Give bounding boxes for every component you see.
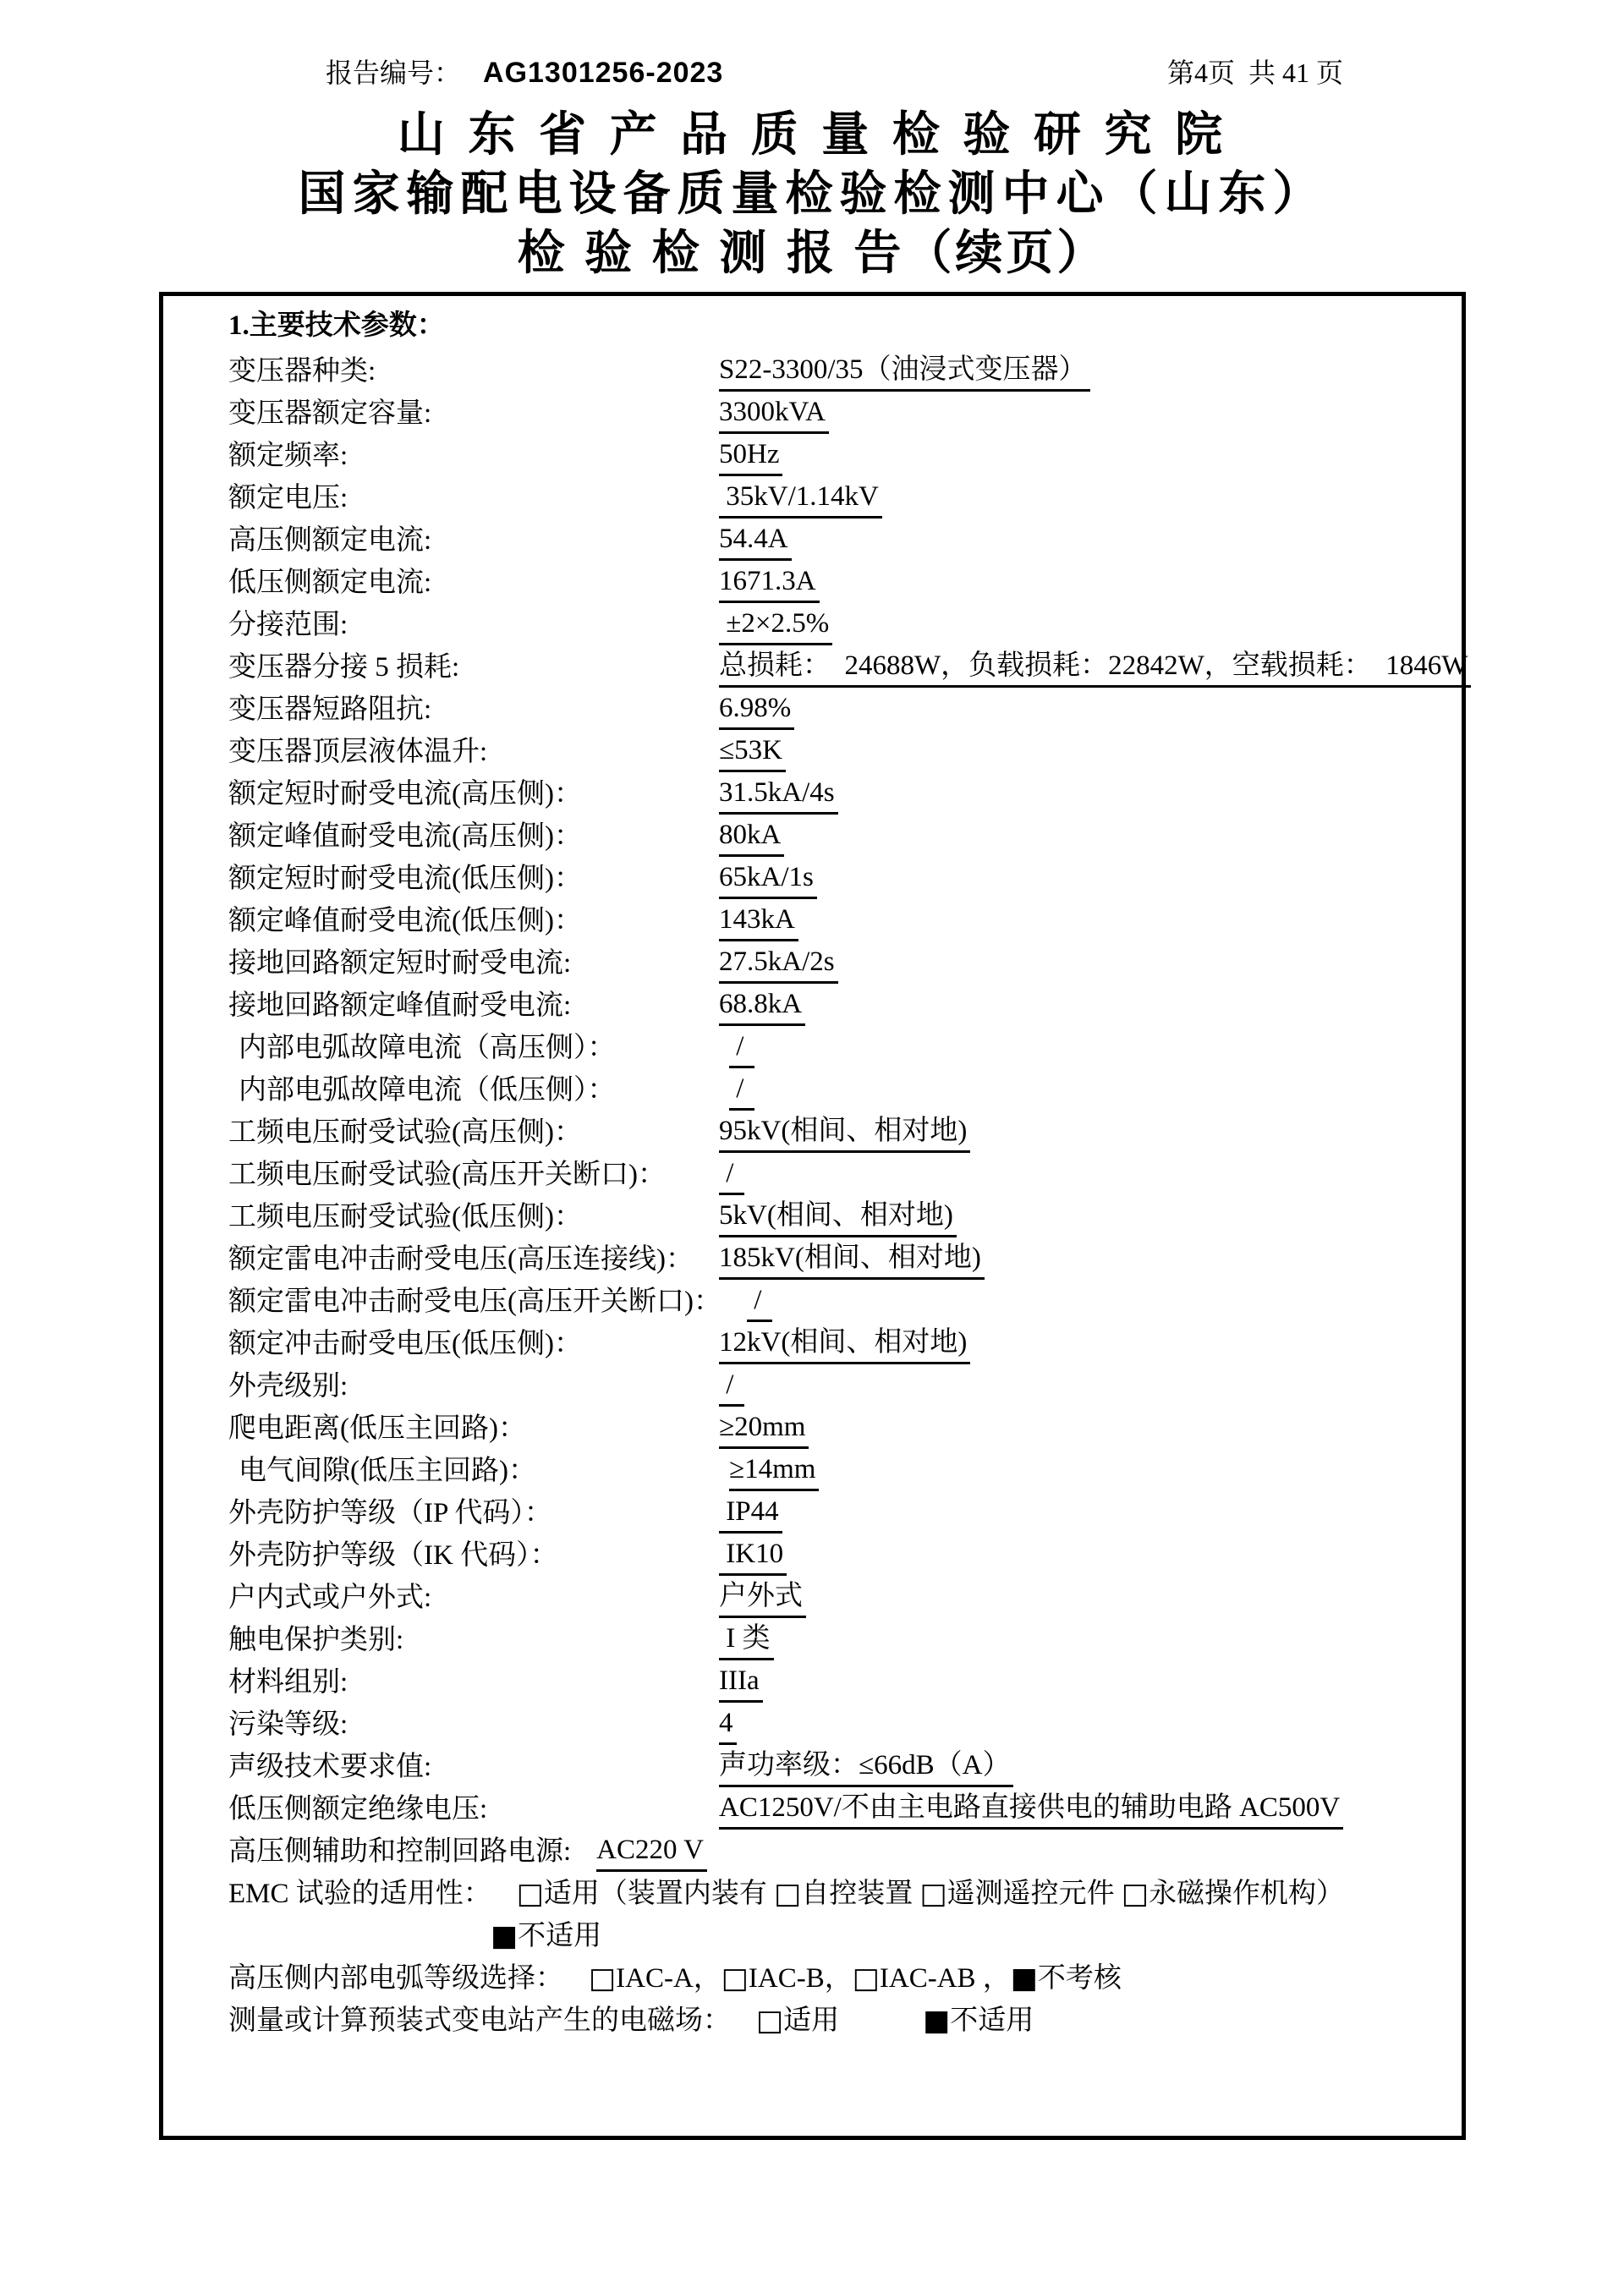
- parameter-row: [163, 898, 1462, 941]
- parameter-row: [163, 560, 1462, 602]
- parameter-label: 触电保护类别:: [228, 1625, 404, 1655]
- checkbox-checked-icon: ■: [923, 2004, 951, 2038]
- parameter-row: [163, 1025, 1462, 1067]
- parameter-label: 声级技术要求值:: [228, 1752, 432, 1782]
- parameter-label: 低压侧额定电流:: [228, 568, 432, 598]
- parameter-row: [163, 602, 1462, 645]
- parameter-row: [163, 1279, 1462, 1321]
- parameter-label: 外壳级别:: [228, 1371, 348, 1402]
- institute-title-line2: 国家输配电设备质量检验检测中心（山东）: [298, 167, 1327, 220]
- parameter-label: 外壳防护等级（IP 代码）：: [228, 1498, 552, 1528]
- parameter-value: 声功率级：≤66dB（A）: [719, 1746, 1013, 1787]
- parameter-value: /: [719, 1154, 744, 1195]
- parameter-value: 12kV(相间、相对地): [719, 1323, 970, 1364]
- parameter-row: [163, 1956, 1462, 1998]
- parameter-value: 27.5kA/2s: [719, 942, 838, 984]
- parameter-label: 高压侧额定电流:: [228, 525, 432, 556]
- parameter-value: ≥20mm: [719, 1407, 809, 1449]
- checkbox-unchecked-icon: □: [756, 2004, 784, 2038]
- parameter-row: [163, 1152, 1462, 1194]
- parameter-value: □适用（装置内装有 □自控装置 □遥测遥控元件 □永磁操作机构）: [516, 1877, 1345, 1911]
- parameter-value: 3300kVA: [719, 392, 829, 434]
- parameter-value: 31.5kA/4s: [719, 773, 838, 815]
- parameter-row: [163, 645, 1468, 687]
- parameter-row: [163, 856, 1462, 898]
- parameter-row: [163, 1786, 1462, 1829]
- parameter-value: IK10: [719, 1534, 787, 1576]
- parameter-label: 额定冲击耐受电压(低压侧)：: [228, 1329, 582, 1359]
- parameter-value: I 类: [719, 1619, 774, 1660]
- parameter-row: [163, 1406, 1462, 1448]
- parameter-row: [163, 348, 1462, 391]
- parameter-row: [163, 475, 1462, 518]
- parameter-label: 变压器短路阻抗:: [228, 694, 432, 725]
- parameter-row: [163, 814, 1462, 856]
- parameter-label: 工频电压耐受试验(低压侧)：: [228, 1202, 582, 1232]
- parameter-row: [163, 1448, 1462, 1490]
- parameter-label: 材料组别:: [228, 1667, 348, 1698]
- parameter-row: [163, 1363, 1462, 1406]
- parameter-row: [163, 1744, 1462, 1786]
- parameter-row: [163, 1617, 1462, 1660]
- parameter-value: S22-3300/35（油浸式变压器）: [719, 350, 1090, 392]
- checkbox-unchecked-icon: □: [721, 1962, 749, 1995]
- parameter-row: [163, 1998, 1462, 2040]
- parameter-value: /: [729, 1069, 754, 1111]
- parameter-label: EMC 试验的适用性：: [228, 1879, 491, 1909]
- parameter-value: 143kA: [719, 900, 798, 941]
- parameter-label: 变压器分接 5 损耗:: [228, 652, 460, 683]
- parameter-value: ■不适用: [491, 1919, 602, 1953]
- title-block: [159, 105, 1466, 283]
- parameter-value: □IAC-A，□IAC-B，□IAC-AB ，■不考核: [589, 1962, 1122, 1995]
- parameter-value: 80kA: [719, 815, 784, 857]
- parameter-value: AC1250V/不由主电路直接供电的辅助电路 AC500V: [719, 1788, 1343, 1830]
- parameter-label: 污染等级:: [228, 1709, 348, 1740]
- institute-title-line1: 山 东 省 产 品 质 量 检 验 研 究 院: [397, 107, 1228, 161]
- parameter-row: [163, 1660, 1462, 1702]
- parameter-label: 工频电压耐受试验(高压开关断口)：: [228, 1160, 666, 1190]
- parameter-row: [163, 1575, 1462, 1617]
- parameter-label: 额定雷电冲击耐受电压(高压连接线)：: [228, 1244, 694, 1275]
- report-number: [326, 54, 723, 91]
- parameter-label: 变压器顶层液体温升:: [228, 737, 488, 767]
- parameter-row: [163, 1829, 1462, 1871]
- parameter-label: 外壳防护等级（IK 代码）：: [228, 1540, 558, 1571]
- checkbox-checked-icon: ■: [1010, 1962, 1038, 1995]
- parameter-label: 测量或计算预装式变电站产生的电磁场：: [228, 2005, 731, 2036]
- parameter-value: /: [729, 1027, 754, 1068]
- parameter-label: 接地回路额定峰值耐受电流:: [228, 990, 572, 1021]
- page-indicator: 第4页 共 41 页: [1167, 58, 1344, 88]
- parameter-label: 额定频率:: [228, 441, 348, 471]
- report-title-line3: 检 验 检 测 报 告（续页）: [517, 226, 1108, 279]
- parameter-label: 内部电弧故障电流（高压侧）：: [239, 1033, 616, 1063]
- checkbox-unchecked-icon: □: [774, 1877, 802, 1911]
- parameter-row: [163, 1194, 1462, 1237]
- parameter-value: 54.4A: [719, 519, 792, 561]
- parameter-row: [163, 1237, 1462, 1279]
- parameter-row: [163, 983, 1462, 1025]
- parameter-label: 变压器种类:: [228, 356, 376, 387]
- parameter-label: 工频电压耐受试验(高压侧)：: [228, 1117, 582, 1148]
- parameter-row: [163, 729, 1462, 771]
- parameter-value: 185kV(相间、相对地): [719, 1238, 985, 1280]
- parameter-value: IP44: [719, 1492, 782, 1534]
- parameter-value: 35kV/1.14kV: [719, 477, 882, 519]
- parameter-value: AC220 V: [596, 1830, 707, 1872]
- parameter-value: 68.8kA: [719, 985, 805, 1026]
- parameter-value: /: [719, 1365, 744, 1407]
- parameter-row: [163, 1871, 1462, 1913]
- main-content-box: [159, 292, 1466, 2140]
- parameter-label: 额定雷电冲击耐受电压(高压开关断口)：: [228, 1287, 721, 1317]
- parameter-value: 5kV(相间、相对地): [719, 1196, 957, 1237]
- parameters-list: [163, 348, 1468, 2040]
- parameter-value: /: [747, 1281, 772, 1322]
- parameter-value: ±2×2.5%: [719, 604, 832, 645]
- parameter-label: 额定电压:: [228, 483, 348, 513]
- checkbox-unchecked-icon: □: [516, 1877, 544, 1911]
- parameter-row: [163, 941, 1462, 983]
- parameter-row: [163, 518, 1462, 560]
- parameter-value: ≤53K: [719, 731, 786, 772]
- parameter-value: IIIa: [719, 1661, 763, 1703]
- checkbox-unchecked-icon: □: [1121, 1877, 1149, 1911]
- parameter-row: [163, 433, 1462, 475]
- parameter-value: 6.98%: [719, 689, 794, 730]
- parameter-value: 4: [719, 1704, 737, 1745]
- parameter-label: 户内式或户外式:: [228, 1583, 432, 1613]
- parameter-label: 变压器额定容量:: [228, 398, 432, 429]
- parameter-row: [163, 1533, 1462, 1575]
- parameter-value: 65kA/1s: [719, 858, 817, 899]
- parameter-label: 高压侧内部电弧等级选择：: [228, 1963, 563, 1994]
- parameter-label: 额定短时耐受电流(高压侧)：: [228, 779, 582, 809]
- parameter-row: [163, 1490, 1462, 1533]
- parameter-label: 爬电距离(低压主回路)：: [228, 1413, 526, 1444]
- parameter-row: [163, 1321, 1462, 1363]
- parameter-label: 分接范围:: [228, 610, 348, 640]
- parameter-label: 额定峰值耐受电流(高压侧)：: [228, 821, 582, 852]
- checkbox-unchecked-icon: □: [919, 1877, 947, 1911]
- parameter-row: [163, 1913, 1462, 1956]
- parameter-row: [163, 1067, 1462, 1110]
- parameter-value: 95kV(相间、相对地): [719, 1111, 970, 1153]
- report-number-label: 报告编号：: [326, 58, 462, 88]
- parameter-row: [163, 391, 1462, 433]
- checkbox-unchecked-icon: □: [852, 1962, 880, 1995]
- parameter-value: 50Hz: [719, 435, 782, 476]
- parameter-row: [163, 687, 1462, 729]
- checkbox-unchecked-icon: □: [589, 1962, 617, 1995]
- parameter-label: 额定短时耐受电流(低压侧)：: [228, 864, 582, 894]
- parameter-value: 1671.3A: [719, 562, 820, 603]
- parameter-label: 接地回路额定短时耐受电流:: [228, 948, 572, 979]
- parameter-value: ≥14mm: [729, 1450, 819, 1491]
- parameter-value: 户外式: [719, 1577, 806, 1618]
- parameter-row: [163, 1702, 1462, 1744]
- section-heading: 1.主要技术参数：: [228, 310, 445, 341]
- checkbox-checked-icon: ■: [491, 1919, 518, 1953]
- parameter-row: [163, 771, 1462, 814]
- parameter-label: 高压侧辅助和控制回路电源:: [228, 1836, 572, 1867]
- parameter-label: 内部电弧故障电流（低压侧）：: [239, 1075, 616, 1106]
- parameter-label: 电气间隙(低压主回路)：: [239, 1456, 536, 1486]
- parameter-row: [163, 1110, 1462, 1152]
- parameter-value: □适用 ■不适用: [756, 2004, 1034, 2038]
- parameter-value: 总损耗： 24688W，负载损耗：22842W，空载损耗： 1846W: [719, 646, 1471, 688]
- report-number-value: AG1301256-2023: [483, 57, 724, 89]
- parameter-label: 低压侧额定绝缘电压:: [228, 1794, 488, 1824]
- parameter-label: 额定峰值耐受电流(低压侧)：: [228, 906, 582, 936]
